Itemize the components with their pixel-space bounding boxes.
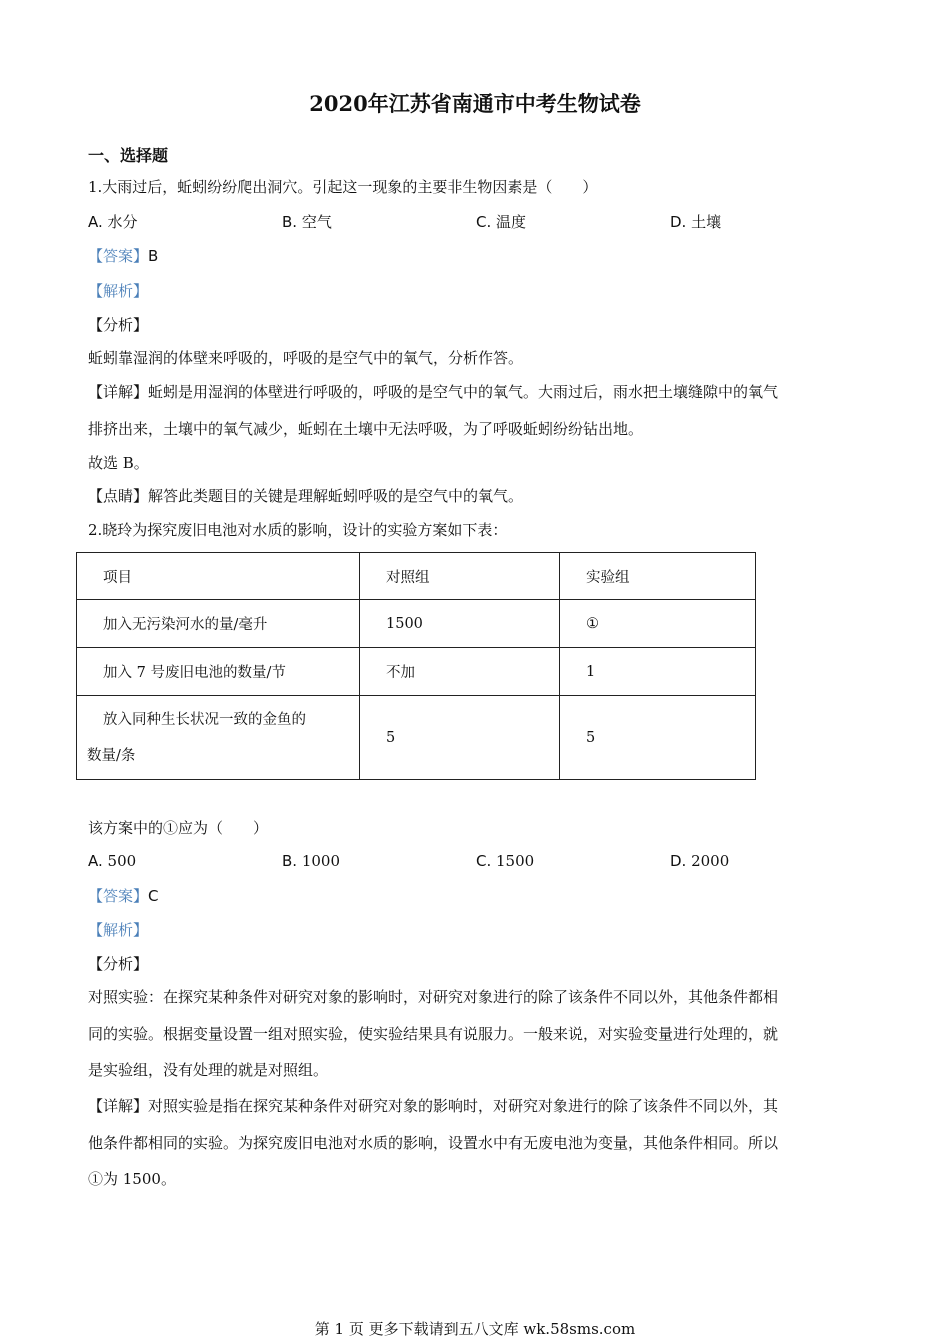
table-cell: 1 (560, 648, 756, 696)
q1-fenxi: 蚯蚓靠湿润的体壁来呼吸的，呼吸的是空气中的氧气，分析作答。 (88, 349, 524, 367)
q1-answer: 【答案】B (88, 247, 159, 265)
table-cell: 1500 (360, 600, 560, 648)
q1-option-d: D. 土壤 (670, 213, 722, 231)
q2-option-b: B. 1000 (282, 852, 341, 870)
table-row (77, 648, 756, 696)
table-cell: 不加 (360, 648, 560, 696)
q2-xiangjie-line1: 【详解】对照实验是指在探究某种条件对研究对象的影响时，对研究对象进行的除了该条件不同以外，其 (88, 1097, 779, 1115)
q1-xiangjie-line1: 【详解】蚯蚓是用湿润的体壁进行呼吸的，呼吸的是空气中的氧气。大雨过后，雨水把土壤缝隙中的氧气 (88, 383, 779, 401)
q2-question: 该方案中的①应为（ ） (88, 819, 269, 837)
table-cell: 加入 7 号废旧电池的数量/节 (77, 648, 360, 696)
table-row (77, 600, 756, 648)
table-cell: 5 (560, 696, 756, 780)
table-cell: 5 (360, 696, 560, 780)
q1-conclusion: 故选 B。 (88, 454, 149, 472)
q1-fenxi-tag: 【分析】 (88, 316, 149, 334)
q2-stem: 2.晓玲为探究废旧电池对水质的影响，设计的实验方案如下表： (88, 521, 508, 539)
table-cell (77, 696, 360, 780)
q1-xiangjie-line2: 排挤出来，土壤中的氧气减少，蚯蚓在土壤中无法呼吸，为了呼吸蚯蚓纷纷钻出地。 (88, 420, 644, 438)
q2-xiangjie-line3: ①为 1500。 (88, 1170, 176, 1188)
q2-answer: 【答案】C (88, 887, 159, 905)
q2-fenxi-tag: 【分析】 (88, 955, 149, 973)
page-title: 2020年江苏省南通市中考生物试卷 (309, 91, 641, 116)
q2-option-c: C. 1500 (476, 852, 535, 870)
table-cell: ① (560, 600, 756, 648)
table-header-cell: 对照组 (360, 553, 560, 600)
q1-stem: 1.大雨过后，蚯蚓纷纷爬出洞穴。引起这一现象的主要非生物因素是（ ） (88, 178, 598, 196)
q2-fenxi-line1: 对照实验：在探究某种条件对研究对象的影响时，对研究对象进行的除了该条件不同以外，其他条件都相 (88, 988, 779, 1006)
table-cell-line: 放入同种生长状况一致的金鱼的 (103, 711, 306, 728)
table-header-cell: 实验组 (560, 553, 756, 600)
table-row (77, 696, 756, 780)
q2-option-a: A. 500 (88, 852, 137, 870)
table-cell: 加入无污染河水的量/毫升 (77, 600, 360, 648)
q1-option-c: C. 温度 (476, 213, 527, 231)
q1-option-b: B. 空气 (282, 213, 332, 231)
page-footer: 第 1 页 更多下载请到五八文库 wk.58sms.com (314, 1320, 636, 1338)
q2-fenxi-line3: 是实验组，没有处理的就是对照组。 (88, 1061, 329, 1079)
table-header-cell: 项目 (77, 553, 360, 600)
q1-jiexi-tag: 【解析】 (88, 282, 149, 300)
q2-fenxi-line2: 同的实验。根据变量设置一组对照实验，使实验结果具有说服力。一般来说，对实验变量进行处理的，就 (88, 1025, 779, 1043)
section-heading: 一、选择题 (88, 146, 169, 165)
q2-option-d: D. 2000 (670, 852, 730, 870)
table-header-row (77, 553, 756, 600)
q1-option-a: A. 水分 (88, 213, 138, 231)
table-cell-line: 数量/条 (87, 747, 136, 764)
q2-jiexi-tag: 【解析】 (88, 921, 149, 939)
q1-dianjing: 【点睛】解答此类题目的关键是理解蚯蚓呼吸的是空气中的氧气。 (88, 487, 524, 505)
q2-xiangjie-line2: 他条件都相同的实验。为探究废旧电池对水质的影响，设置水中有无废电池为变量，其他条件相同。所以 (88, 1134, 779, 1152)
experiment-table (76, 552, 756, 780)
